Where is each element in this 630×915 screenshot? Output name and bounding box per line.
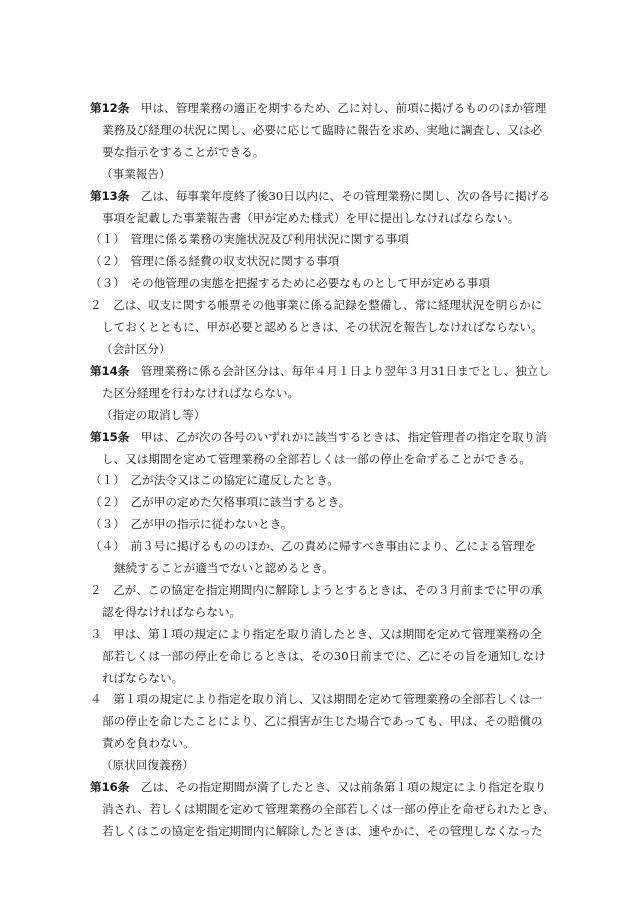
list-item: （１） 乙が法令又はこの協定に違反したとき。	[90, 473, 339, 488]
paragraph-text-line: ３ 甲は、第１項の規定により指定を取り消したとき、又は期間を定めて管理業務の全	[90, 626, 542, 641]
article-number: 第13条	[90, 188, 130, 203]
article-text-line: 業務及び経理の状況に関し、必要に応じて臨時に報告を求め、実地に調査し、又は必	[102, 122, 543, 137]
list-item	[90, 536, 558, 580]
article-number: 第16条	[90, 780, 130, 795]
list-item: （３） 乙が甲の指示に従わないとき。	[90, 517, 293, 532]
article-14	[90, 361, 558, 405]
paragraph-text-line: 責めを負わない。	[102, 736, 195, 751]
article-number: 第15条	[90, 429, 130, 444]
paragraph-text-line: ればならない。	[102, 670, 184, 685]
article-text: 甲は、管理業務の適正を期するため、乙に対し、前項に掲げるもののほか管理	[129, 101, 547, 115]
article-heading: （指定の取消し等）	[101, 407, 206, 422]
list-item: （３） その他管理の実態を把握するために必要なものとして甲が定める事項	[90, 276, 490, 291]
article-13	[90, 186, 558, 230]
article-text-line: し、又は期間を定めて管理業務の全部若しくは一部の停止を命ずることができる。	[102, 451, 531, 466]
article-12	[90, 98, 558, 164]
article-text-line: 若しくはこの協定を指定期間内に解除したときは、速やかに、その管理しなくなった	[102, 823, 543, 838]
list-item: （１） 管理に係る業務の実施状況及び利用状況に関する事項	[90, 232, 409, 247]
paragraph-text-line: 認を得なければならない。	[102, 604, 242, 619]
article-number: 第12条	[90, 101, 130, 115]
paragraph-text-line: ２ 乙が、この協定を指定期間内に解除しようとするときは、その３月前までに甲の承	[90, 582, 543, 597]
article-text: 乙は、毎事業年度終了後30日以内に、その管理業務に関し、次の各号に掲げる	[129, 188, 550, 203]
list-item: （２） 管理に係る経費の収支状況に関する事項	[90, 254, 340, 269]
paragraph-text-line: 部若しくは一部の停止を命じるときは、その30日前までに、乙にその旨を通知しなけ	[102, 648, 546, 663]
paragraph-2	[90, 295, 558, 339]
article-heading: （会計区分）	[101, 341, 171, 356]
article-text-line: た区分経理を行わなければならない。	[102, 385, 300, 400]
article-text-line: 消され、若しくは期間を定めて管理業務の全部若しくは一部の停止を命ぜられたとき、	[102, 802, 555, 816]
document-body	[90, 98, 558, 843]
article-text: 甲は、乙が次の各号のいずれかに該当するときは、指定管理者の指定を取り消	[129, 429, 547, 444]
article-heading: （事業報告）	[101, 166, 171, 181]
article-number: 第14条	[90, 363, 130, 378]
article-15	[90, 427, 558, 471]
paragraph-text-line: しておくとともに、甲が必要と認めるときは、その状況を報告しなければならない。	[102, 320, 543, 335]
paragraph-3	[90, 624, 558, 690]
paragraph-2	[90, 580, 558, 624]
paragraph-text-line: ４ 第１項の規定により指定を取り消し、又は期間を定めて管理業務の全部若しくは一	[90, 692, 543, 707]
list-item-line: 継続することが適当でないと認めるとき。	[114, 561, 334, 576]
article-text: 管理業務に係る会計区分は、毎年４月１日より翌年３月31日までとし、独立し	[129, 363, 550, 378]
paragraph-4	[90, 689, 558, 755]
list-item: （２） 乙が甲の定めた欠格事項に該当するとき。	[90, 495, 351, 510]
paragraph-text-line: ２ 乙は、収支に関する帳票その他事業に係る記録を整備し、常に経理状況を明らかに	[90, 298, 543, 313]
article-text-line: 要な指示をすることができる。	[102, 144, 265, 159]
article-text: 乙は、その指定期間が満了したとき、又は前条第１項の規定により指定を取り	[129, 780, 547, 795]
paragraph-text-line: 部の停止を命じたことにより、乙に損害が生じた場合であっても、甲は、その賠償の	[102, 714, 543, 729]
article-16	[90, 777, 558, 843]
article-heading: （原状回復義務）	[101, 758, 194, 773]
list-item-line: （４） 前３号に掲げるもののほか、乙の責めに帰すべき事由により、乙による管理を	[90, 539, 537, 554]
article-text-line: 事項を記載した事業報告書（甲が定めた様式）を甲に提出しなければならない。	[102, 210, 520, 225]
